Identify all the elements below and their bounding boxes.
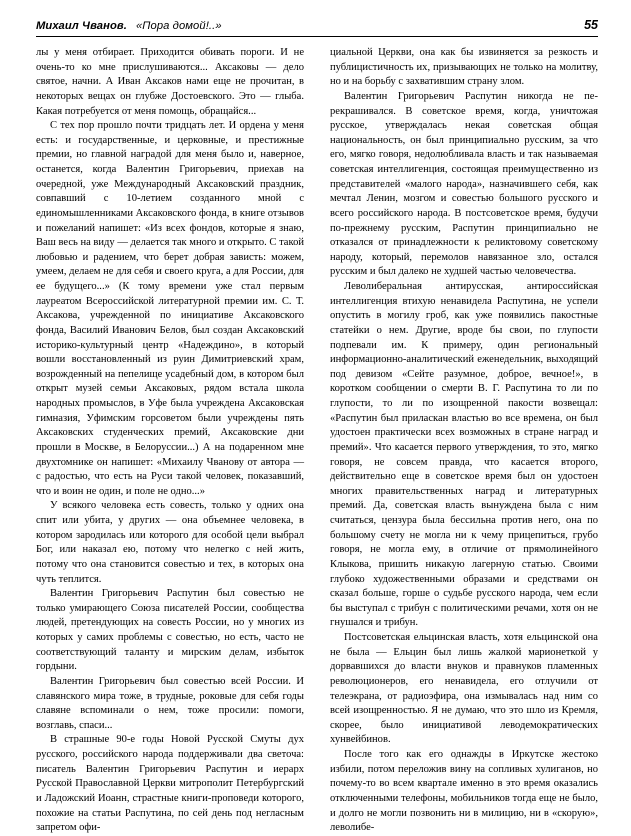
paragraph: После того как его однажды в Иркутске жестоко избили, потом переложив вину на сопливых хулиганов, но почему-то во всем квартале именно в это время оказались отключенными телефоны, мобильников тогда еще не было, и долго не могли позвонить ни в милицию, ни в «скорую», леволибе-: [330, 749, 598, 834]
paragraph: Постсоветская ельцинская власть, хотя ельцинской она не была — Ельцин был лишь жалкой марионеткой у дорвавшихся до власти внуков и правнуков пламенных революционеров, его ненавидела, его отлучили от телеэкрана, от радиоэфира, она измывалась над ним со всей изощренностью. Я не думаю, что это шло из Кремля, скорее, было инициативой леводемократических хунвейбинов.: [330, 632, 598, 746]
running-head-author: Михаил Чванов.: [36, 20, 127, 32]
running-head: [36, 14, 598, 36]
paragraph: Валентин Григорьевич был совестью всей России. И славянского мира тоже, в трудные, роковые для себя годы славяне вспоминали о нем, тоже просили: помоги, возглавь, спаси...: [36, 675, 304, 731]
text-columns: [36, 46, 598, 834]
paragraph: Леволиберальная антирусская, антироссийская интеллигенция втихую ненавидела Распутина, не успели опустить в могилу гроб, как уже появились пакостные статейки о нем. Другие, вроде бы свои, по глупости подпевали им. К примеру, один региональный информационно-аналитический еженедельник, выходящий под девизом «Сейте разумное, доброе, вечное!», в коротком сообщении о смерти В. Г. Распутина то ли по глупости, то ли по изощренной пакости возвещал: «Распутин был приласкан властью во все времена, он был удостоен практически всех возможных в стране наград и премий». Что касается первого утверждения, то это, мягко говоря, не совсем правда, что касается второго, действительно еще в советское время был он удостоен многих правительственных наград и литературных премий. Да, советская власть вынуждена была с ним считаться, цензура была бессильна против него, она по большому счету не могла ни к чему прицепиться, грубо говоря, не могла ему, в отличие от прямолинейного Клыкова, пришить никакую лагерную статью. Своими глубоко художественными образами и средствами он сказал больше, горше о судьбе русского народа, чем если бы выступал с трибун с политическими речами, хотя он не гнушался и трибун.: [330, 281, 598, 629]
running-head-title: «Пора домой!..»: [135, 20, 222, 32]
header-rule: [36, 36, 598, 37]
running-head-left: [36, 20, 222, 32]
column-left: [36, 46, 304, 834]
page-number: 55: [584, 18, 598, 32]
paragraph: Валентин Григорьевич Распутин был совестью не только умирающего Союза писателей России, сообщества людей, претендующих на совесть России, но у многих из которых у самих проблемы с совестью, но есть, часто не соответствующий таланту и мирским делам, избыток гордыни.: [36, 588, 304, 673]
paragraph: лы у меня отбирает. Приходится обивать пороги. И не очень-то ко мне прислушиваются... Аксаковы — дело святое, начни. А Иван Аксаков нами еще не прочитан, в некоторых вещах он глубже Достоевского. Это — глыба. Какая потребуется от меня помощь, обращайся...: [36, 47, 304, 117]
paragraph: С тех пор прошло почти тридцать лет. И ордена у меня есть: и государственные, и церковные, и престижные премии, но главной наградой для меня было и, наверное, останется, когда Валентин Григорьевич, приехав на очередной, уже Международный Аксаковский праздник, совпавший с 10-летием созданного мной с единомышленниками Аксаковского фонда, в книге отзывов и пожеланий напишет: «Из всех фондов, которые я знаю, Ваш весь на виду — делается так много и открыто. С такой любовью и радением, что берет добрая зависть: можем, умеем, делаем не для себя и своего круга, а для России, для ее будущего...» (К тому времени уже стал первым лауреатом Всероссийской литературной премии им. С. Т. Аксакова, учрежденной по инициативе Аксаковского фонда, Василий Иванович Белов, был создан Аксаковский историко-культурный центр «Надеждино», в который вошли восстановленный из руин Димитриевский храм, возрожденный на пепелище усадебный дом, в котором был открыт музей семьи Аксаковых, рядом встала школа народных промыслов, в Уфе была учреждена Аксаковская гимназия, Уфимским горсоветом были учреждены пять Аксаковских студенческих премий, Аксаковские дни прошли в Москве, в Белоруссии...) А на подаренном мне двухтомнике он напишет: «Михаилу Чванову от автора — с радостью, что есть на Руси такой человек, показавший, что и воин не один, и поле не одно...»: [36, 120, 304, 497]
paragraph: У всякого человека есть совесть, только у одних она спит или убита, у других — она объемнее человека, в котором зародилась или которого для особой цели выбрал Бог, или наказал ею, потому что нелегко с ней жить, потому что она становится совестью и тех, в которых она чуть теплится.: [36, 500, 304, 585]
paragraph: Валентин Григорьевич Распутин никогда не перекрашивался. В советское время, когда, уничтожая русское, утверждалась некая советская общая национальность, он был принципиально русским, за что его, мягко говоря, недолюбливала власть и так называемая советская интеллигенция, состоящая преимущественно из представителей «малого народа», назначившего себя, как мечтал Ленин, мозгом и совестью большого русского и всего российского народа. В постсоветское время, будучи по-прежнему русским, Распутин принципиально не отказался от принадлежности к реликтовому советскому народу, который, перемолов навязанное зло, остался русским и был далеко не худшей частью человечества.: [330, 90, 598, 278]
paragraph: В страшные 90-е годы Новой Русской Смуты дух русского, российского народа поддерживали два светоча: писатель Валентин Григорьевич Распутин и иерарх Русской Православной Церкви митрополит Петербургский и Ладожский Иоанн, страстные книги-проповеди которого, похожие на статьи Распутина, по сей день под негласным запретом офи-: [36, 734, 304, 834]
column-right: [330, 46, 598, 834]
paragraph: циальной Церкви, она как бы извиняется за резкость и публицистичность их, призывающих не только на молитву, но и на борьбу с захватившим страну злом.: [330, 47, 598, 88]
